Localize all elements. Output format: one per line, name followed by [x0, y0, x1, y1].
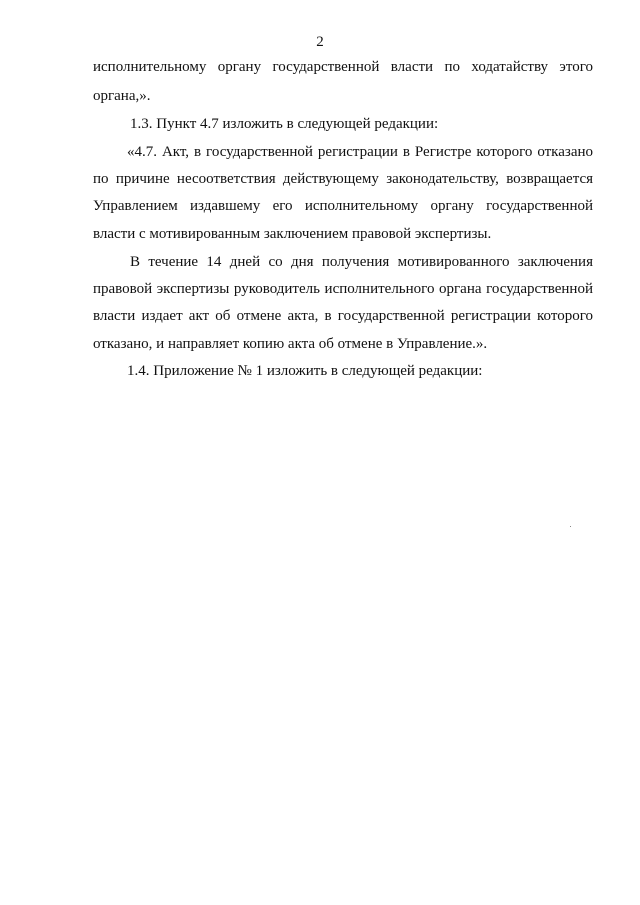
text-line: по причине несоответствия действующему законодательству, возвращается [93, 171, 593, 187]
text-line: исполнительному органу государственной власти по ходатайству этого [93, 59, 593, 75]
text-line: В течение 14 дней со дня получения мотивированного заключения [130, 254, 593, 270]
text-line: власти с мотивированным заключением правовой экспертизы. [93, 226, 492, 242]
text-line: правовой экспертизы руководитель исполнительного органа государственной [93, 281, 593, 297]
section-heading-1-4: 1.4. Приложение № 1 изложить в следующей редакции: [127, 363, 483, 379]
text-line: Управлением издавшему его исполнительному органу государственной [93, 198, 593, 214]
page-number: 2 [316, 34, 324, 50]
text-line: власти издает акт об отмене акта, в государственной регистрации которого [93, 308, 593, 324]
text-line: отказано, и направляет копию акта об отмене в Управление.». [93, 336, 488, 352]
scan-artifact [570, 526, 571, 527]
section-heading-1-3: 1.3. Пункт 4.7 изложить в следующей редакции: [130, 116, 439, 132]
text-line: органа,». [93, 88, 151, 104]
text-line: «4.7. Акт, в государственной регистрации в Регистре которого отказано [127, 144, 593, 160]
